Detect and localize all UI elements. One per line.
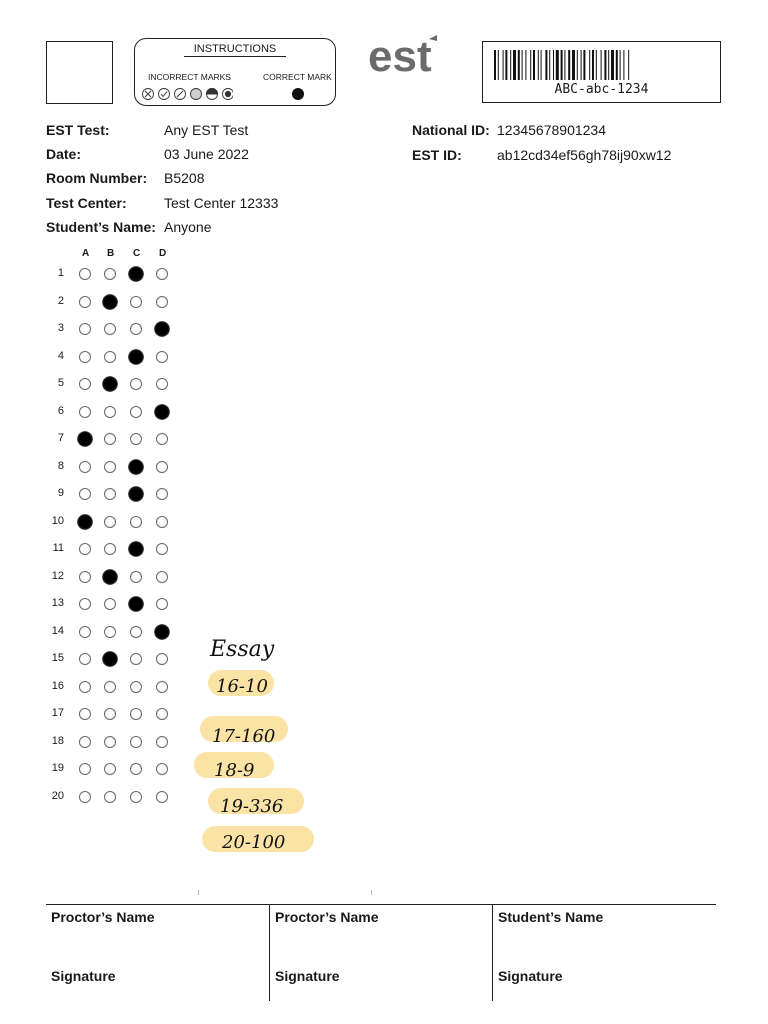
correct-mark-label: CORRECT MARK <box>263 72 332 82</box>
answer-bubble[interactable] <box>104 488 116 500</box>
answer-bubble-filled[interactable] <box>102 294 118 310</box>
handwritten-note: 18-9 <box>214 760 255 781</box>
handwritten-heading: Essay <box>210 637 275 662</box>
answer-bubble[interactable] <box>104 791 116 803</box>
answer-bubble[interactable] <box>104 736 116 748</box>
answer-bubble[interactable] <box>79 681 91 693</box>
answer-bubble[interactable] <box>104 406 116 418</box>
answer-bubble[interactable] <box>104 351 116 363</box>
svg-text:est: est <box>368 32 432 76</box>
question-number: 11 <box>52 542 64 554</box>
question-number: 14 <box>51 624 64 637</box>
answer-bubble[interactable] <box>104 323 116 335</box>
answer-bubble-filled[interactable] <box>128 349 144 365</box>
answer-bubble[interactable] <box>156 653 168 665</box>
answer-bubble[interactable] <box>104 681 116 693</box>
answer-bubble[interactable] <box>156 791 168 803</box>
answer-bubble[interactable] <box>79 323 91 335</box>
student-cell <box>492 905 715 1001</box>
test-label: EST Test: <box>46 122 110 138</box>
answer-bubble[interactable] <box>130 791 142 803</box>
answer-bubble[interactable] <box>104 598 116 610</box>
column-header: C <box>133 248 141 259</box>
answer-bubble[interactable] <box>104 433 116 445</box>
answer-bubble-filled[interactable] <box>128 596 144 612</box>
question-number: 7 <box>57 432 64 444</box>
est-id-value: ab12cd34ef56gh78ij90xw12 <box>497 147 672 163</box>
student-name-value: Anyone <box>164 219 212 235</box>
answer-bubble[interactable] <box>156 598 168 610</box>
answer-bubble[interactable] <box>79 406 91 418</box>
answer-bubble[interactable] <box>156 433 168 445</box>
question-number: 17 <box>51 707 64 719</box>
answer-bubble[interactable] <box>79 351 91 363</box>
est-id-label: EST ID: <box>412 147 462 163</box>
answer-bubble[interactable] <box>156 571 168 583</box>
answer-bubble[interactable] <box>156 351 168 363</box>
handwritten-note: 20-100 <box>222 832 286 853</box>
question-number: 4 <box>57 349 64 362</box>
answer-bubble[interactable] <box>79 626 91 638</box>
proctor-2-cell <box>269 905 492 1001</box>
answer-bubble[interactable] <box>79 653 91 665</box>
date-label: Date: <box>46 146 82 162</box>
answer-bubble[interactable] <box>79 708 91 720</box>
barcode-text: ABC-abc-1234 <box>554 82 649 97</box>
question-number: 12 <box>51 569 64 582</box>
answer-bubble[interactable] <box>130 571 142 583</box>
question-number: 18 <box>51 734 64 747</box>
answer-bubble[interactable] <box>104 461 116 473</box>
question-number: 13 <box>51 597 64 609</box>
test-value: Any EST Test <box>164 122 249 138</box>
answer-bubble-filled[interactable] <box>154 404 170 420</box>
answer-bubble[interactable] <box>156 268 168 280</box>
answer-bubble[interactable] <box>104 763 116 775</box>
answer-bubble-filled[interactable] <box>102 569 118 585</box>
column-header: B <box>107 248 115 259</box>
answer-bubble[interactable] <box>79 736 91 748</box>
question-number: 9 <box>57 487 64 499</box>
answer-bubble[interactable] <box>79 488 91 500</box>
answer-bubble[interactable] <box>130 626 142 638</box>
question-number: 15 <box>51 652 64 664</box>
question-number: 8 <box>57 459 64 472</box>
answer-bubble[interactable] <box>130 378 142 390</box>
test-center-value: Test Center 12333 <box>164 195 279 211</box>
answer-bubble-filled[interactable] <box>77 514 93 530</box>
incorrect-marks-examples-icon <box>141 87 233 101</box>
room-value: B5208 <box>164 170 205 186</box>
est-logo <box>368 28 448 76</box>
handwritten-note: 19-336 <box>220 796 284 817</box>
answer-bubble-filled[interactable] <box>154 321 170 337</box>
date-value: 03 June 2022 <box>164 146 249 162</box>
answer-bubble[interactable] <box>79 763 91 775</box>
answer-bubble[interactable] <box>104 708 116 720</box>
question-number: 5 <box>57 377 64 389</box>
question-number: 6 <box>57 404 64 417</box>
student-signature-label: Signature <box>498 968 563 984</box>
question-number: 2 <box>57 294 64 307</box>
answer-bubble-filled[interactable] <box>128 266 144 282</box>
answer-bubble[interactable] <box>79 598 91 610</box>
national-id-value: 12345678901234 <box>497 122 607 138</box>
answer-bubble[interactable] <box>130 708 142 720</box>
answer-bubble[interactable] <box>130 296 142 308</box>
proctor-1-name-label: Proctor’s Name <box>51 909 155 925</box>
room-label: Room Number: <box>46 170 148 186</box>
answer-bubble[interactable] <box>156 543 168 555</box>
signature-table <box>46 904 716 1001</box>
answer-bubble[interactable] <box>130 433 142 445</box>
instructions-title: INSTRUCTIONS <box>184 43 287 57</box>
answer-bubble[interactable] <box>79 378 91 390</box>
answer-bubble-filled[interactable] <box>154 624 170 640</box>
answer-bubble-filled[interactable] <box>102 376 118 392</box>
answer-bubble[interactable] <box>130 763 142 775</box>
answer-bubble[interactable] <box>156 488 168 500</box>
proctor-1-cell <box>46 905 269 1001</box>
answer-bubble-filled[interactable] <box>128 486 144 502</box>
question-number: 1 <box>57 267 64 279</box>
answer-bubble-filled[interactable] <box>128 459 144 475</box>
answer-bubble-filled[interactable] <box>102 651 118 667</box>
answer-bubble[interactable] <box>156 378 168 390</box>
answer-bubble[interactable] <box>130 736 142 748</box>
answer-bubble[interactable] <box>156 516 168 528</box>
national-id-label: National ID: <box>412 122 490 138</box>
answer-bubble-filled[interactable] <box>77 431 93 447</box>
tick-mark <box>371 890 372 895</box>
handwritten-note: 16-10 <box>216 676 268 697</box>
barcode-icon <box>494 50 710 80</box>
proctor-2-name-label: Proctor’s Name <box>275 909 379 925</box>
column-header: A <box>82 248 90 259</box>
answer-bubble[interactable] <box>104 516 116 528</box>
incorrect-marks-label: INCORRECT MARKS <box>148 72 231 82</box>
answer-bubble[interactable] <box>104 543 116 555</box>
question-number: 19 <box>51 762 64 774</box>
answer-bubble[interactable] <box>104 268 116 280</box>
question-number: 16 <box>51 679 64 692</box>
instructions-box <box>134 38 336 106</box>
answer-bubble[interactable] <box>104 626 116 638</box>
student-name-label: Student’s Name: <box>46 219 156 235</box>
answer-bubble[interactable] <box>130 323 142 335</box>
question-number: 20 <box>51 789 64 802</box>
answer-bubble[interactable] <box>130 653 142 665</box>
answer-bubble[interactable] <box>156 736 168 748</box>
answer-bubble[interactable] <box>79 268 91 280</box>
question-number: 3 <box>57 322 64 334</box>
answer-bubble[interactable] <box>79 296 91 308</box>
handwritten-notes <box>190 620 340 860</box>
answer-bubble[interactable] <box>156 763 168 775</box>
proctor-1-signature-label: Signature <box>51 968 116 984</box>
answer-bubble[interactable] <box>79 571 91 583</box>
answer-bubble[interactable] <box>156 296 168 308</box>
photo-box <box>46 41 113 104</box>
answer-bubble[interactable] <box>130 406 142 418</box>
answer-bubble[interactable] <box>79 461 91 473</box>
answer-bubble[interactable] <box>156 461 168 473</box>
answer-bubble[interactable] <box>79 791 91 803</box>
question-number: 10 <box>51 514 64 527</box>
answer-bubble[interactable] <box>156 708 168 720</box>
correct-mark-example-icon <box>291 87 305 101</box>
answer-bubble[interactable] <box>130 681 142 693</box>
answer-bubble-filled[interactable] <box>128 541 144 557</box>
tick-mark <box>198 890 199 895</box>
handwritten-note: 17-160 <box>212 726 276 747</box>
proctor-2-signature-label: Signature <box>275 968 340 984</box>
student-name-sig-label: Student’s Name <box>498 909 604 925</box>
answer-bubble[interactable] <box>130 516 142 528</box>
answer-bubble[interactable] <box>79 543 91 555</box>
column-header: D <box>159 248 167 259</box>
test-center-label: Test Center: <box>46 195 127 211</box>
answer-bubble[interactable] <box>156 681 168 693</box>
barcode <box>482 41 721 103</box>
